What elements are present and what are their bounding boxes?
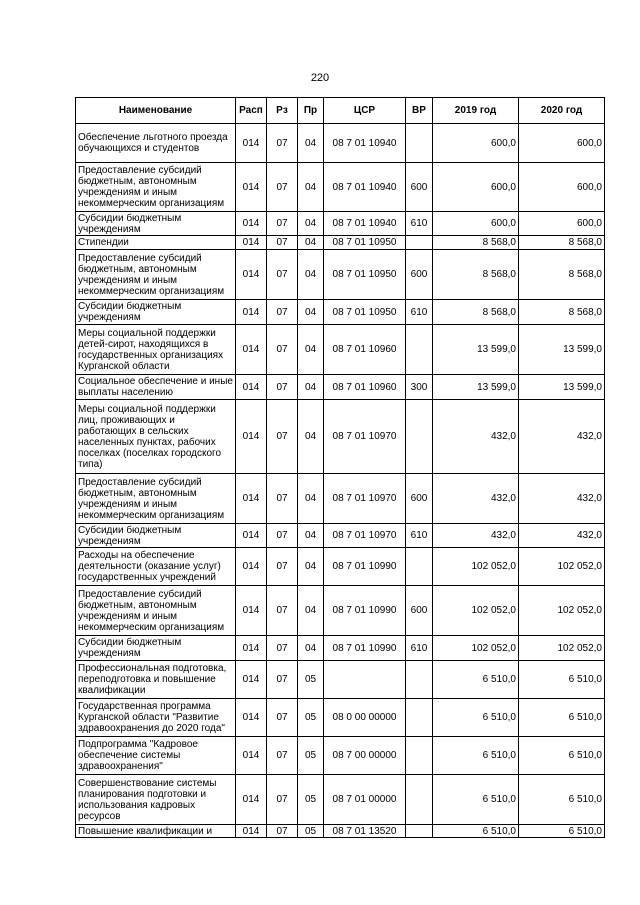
cell-csr <box>324 661 406 699</box>
cell-rasp: 014 <box>236 474 267 524</box>
cell-csr: 08 7 01 10940 <box>324 163 406 212</box>
table-row <box>76 474 605 524</box>
cell-name: Предоставление субсидий бюджетным, автономным учреждениям и иным некоммерческим организациям <box>76 586 236 636</box>
cell-pr: 05 <box>298 699 324 737</box>
cell-rz: 07 <box>267 300 298 325</box>
cell-2019: 600,0 <box>433 212 519 236</box>
cell-2020: 432,0 <box>519 524 605 548</box>
cell-rasp: 014 <box>236 250 267 300</box>
cell-csr: 08 7 01 10960 <box>324 375 406 400</box>
cell-vr <box>406 825 433 838</box>
cell-2019: 13 599,0 <box>433 325 519 375</box>
cell-2020: 8 568,0 <box>519 236 605 250</box>
cell-2019: 8 568,0 <box>433 236 519 250</box>
cell-rasp: 014 <box>236 586 267 636</box>
cell-pr: 04 <box>298 375 324 400</box>
cell-2019: 102 052,0 <box>433 586 519 636</box>
table-row <box>76 400 605 474</box>
cell-rasp: 014 <box>236 375 267 400</box>
cell-name: Стипендии <box>76 236 236 250</box>
table-row <box>76 586 605 636</box>
table-header-row <box>76 98 605 124</box>
cell-name: Меры социальной поддержки лиц, проживающих и работающих в сельских населенных пунктах, рабочих поселках (поселках городского типа) <box>76 400 236 474</box>
cell-name: Расходы на обеспечение деятельности (оказание услуг) государственных учреждений <box>76 548 236 586</box>
budget-table <box>75 97 605 838</box>
cell-csr: 08 7 01 10940 <box>324 212 406 236</box>
cell-2020: 102 052,0 <box>519 548 605 586</box>
cell-csr: 08 7 01 10990 <box>324 636 406 661</box>
cell-pr: 04 <box>298 124 324 163</box>
cell-rz: 07 <box>267 163 298 212</box>
cell-rasp: 014 <box>236 300 267 325</box>
table-row <box>76 699 605 737</box>
header-2020: 2020 год <box>519 98 605 124</box>
cell-csr: 08 7 01 10990 <box>324 586 406 636</box>
header-pr: Пр <box>298 98 324 124</box>
table-row <box>76 548 605 586</box>
cell-2019: 6 510,0 <box>433 699 519 737</box>
table-row <box>76 636 605 661</box>
cell-csr: 08 7 01 10990 <box>324 548 406 586</box>
cell-name: Субсидии бюджетным учреждениям <box>76 636 236 661</box>
cell-name: Повышение квалификации и <box>76 825 236 838</box>
cell-name: Субсидии бюджетным учреждениям <box>76 300 236 325</box>
cell-2019: 432,0 <box>433 474 519 524</box>
table-row <box>76 236 605 250</box>
cell-rasp: 014 <box>236 325 267 375</box>
table-row <box>76 124 605 163</box>
cell-2019: 600,0 <box>433 124 519 163</box>
cell-rz: 07 <box>267 236 298 250</box>
cell-rasp: 014 <box>236 737 267 775</box>
cell-csr: 08 7 01 10970 <box>324 400 406 474</box>
cell-2020: 432,0 <box>519 400 605 474</box>
table-row <box>76 737 605 775</box>
header-2019: 2019 год <box>433 98 519 124</box>
cell-name: Предоставление субсидий бюджетным, автономным учреждениям и иным некоммерческим организациям <box>76 250 236 300</box>
table-row <box>76 300 605 325</box>
cell-2019: 8 568,0 <box>433 300 519 325</box>
cell-2020: 13 599,0 <box>519 375 605 400</box>
cell-rz: 07 <box>267 737 298 775</box>
cell-2020: 600,0 <box>519 163 605 212</box>
cell-name: Государственная программа Курганской области "Развитие здравоохранения до 2020 года" <box>76 699 236 737</box>
cell-csr: 08 7 01 13520 <box>324 825 406 838</box>
header-vr: ВР <box>406 98 433 124</box>
cell-rasp: 014 <box>236 212 267 236</box>
cell-vr <box>406 661 433 699</box>
cell-2020: 6 510,0 <box>519 699 605 737</box>
cell-pr: 04 <box>298 250 324 300</box>
cell-vr: 600 <box>406 474 433 524</box>
cell-name: Предоставление субсидий бюджетным, автономным учреждениям и иным некоммерческим организациям <box>76 474 236 524</box>
cell-csr: 08 0 00 00000 <box>324 699 406 737</box>
cell-csr: 08 7 01 10960 <box>324 325 406 375</box>
cell-2020: 6 510,0 <box>519 737 605 775</box>
cell-2019: 432,0 <box>433 524 519 548</box>
cell-name: Субсидии бюджетным учреждениям <box>76 524 236 548</box>
cell-vr <box>406 400 433 474</box>
cell-2019: 600,0 <box>433 163 519 212</box>
cell-vr: 600 <box>406 250 433 300</box>
cell-rz: 07 <box>267 775 298 825</box>
cell-2019: 432,0 <box>433 400 519 474</box>
cell-2020: 8 568,0 <box>519 250 605 300</box>
cell-2019: 6 510,0 <box>433 825 519 838</box>
table-row <box>76 250 605 300</box>
cell-2020: 13 599,0 <box>519 325 605 375</box>
cell-rasp: 014 <box>236 548 267 586</box>
cell-2019: 6 510,0 <box>433 661 519 699</box>
cell-vr <box>406 737 433 775</box>
cell-vr: 600 <box>406 586 433 636</box>
cell-rz: 07 <box>267 212 298 236</box>
cell-vr: 300 <box>406 375 433 400</box>
cell-pr: 04 <box>298 212 324 236</box>
header-name: Наименование <box>76 98 236 124</box>
cell-name: Подпрограмма "Кадровое обеспечение системы здравоохранения" <box>76 737 236 775</box>
cell-rz: 07 <box>267 325 298 375</box>
cell-2019: 13 599,0 <box>433 375 519 400</box>
cell-rz: 07 <box>267 661 298 699</box>
table-row <box>76 163 605 212</box>
cell-pr: 04 <box>298 474 324 524</box>
cell-rz: 07 <box>267 825 298 838</box>
cell-pr: 04 <box>298 325 324 375</box>
cell-vr <box>406 124 433 163</box>
cell-2020: 600,0 <box>519 124 605 163</box>
cell-vr <box>406 236 433 250</box>
cell-pr: 04 <box>298 548 324 586</box>
cell-rz: 07 <box>267 548 298 586</box>
cell-vr <box>406 325 433 375</box>
cell-csr: 08 7 01 10940 <box>324 124 406 163</box>
cell-2020: 600,0 <box>519 212 605 236</box>
cell-name: Обеспечение льготного проезда обучающихся и студентов <box>76 124 236 163</box>
cell-rasp: 014 <box>236 236 267 250</box>
cell-pr: 04 <box>298 400 324 474</box>
cell-rz: 07 <box>267 124 298 163</box>
cell-2019: 8 568,0 <box>433 250 519 300</box>
cell-csr: 08 7 01 10970 <box>324 524 406 548</box>
cell-rz: 07 <box>267 400 298 474</box>
cell-2020: 6 510,0 <box>519 661 605 699</box>
cell-rasp: 014 <box>236 124 267 163</box>
cell-rz: 07 <box>267 699 298 737</box>
cell-vr <box>406 548 433 586</box>
table-row <box>76 524 605 548</box>
cell-2019: 102 052,0 <box>433 548 519 586</box>
cell-name: Предоставление субсидий бюджетным, автономным учреждениям и иным некоммерческим организациям <box>76 163 236 212</box>
table-row <box>76 375 605 400</box>
header-rasp: Расп <box>236 98 267 124</box>
header-rz: Рз <box>267 98 298 124</box>
cell-2020: 102 052,0 <box>519 636 605 661</box>
cell-name: Меры социальной поддержки детей-сирот, находящихся в государственных организациях Курганской области <box>76 325 236 375</box>
cell-rz: 07 <box>267 474 298 524</box>
cell-rz: 07 <box>267 636 298 661</box>
cell-pr: 05 <box>298 825 324 838</box>
header-csr: ЦСР <box>324 98 406 124</box>
cell-rz: 07 <box>267 586 298 636</box>
table-row <box>76 775 605 825</box>
cell-2019: 6 510,0 <box>433 737 519 775</box>
cell-name: Субсидии бюджетным учреждениям <box>76 212 236 236</box>
cell-rasp: 014 <box>236 636 267 661</box>
cell-rasp: 014 <box>236 524 267 548</box>
cell-rasp: 014 <box>236 825 267 838</box>
cell-2020: 432,0 <box>519 474 605 524</box>
cell-2020: 8 568,0 <box>519 300 605 325</box>
cell-name: Профессиональная подготовка, переподготовка и повышение квалификации <box>76 661 236 699</box>
cell-2020: 6 510,0 <box>519 775 605 825</box>
cell-vr: 600 <box>406 163 433 212</box>
cell-pr: 05 <box>298 661 324 699</box>
cell-rasp: 014 <box>236 400 267 474</box>
page-number: 220 <box>310 72 330 84</box>
table-row <box>76 661 605 699</box>
cell-csr: 08 7 01 10950 <box>324 250 406 300</box>
cell-pr: 04 <box>298 524 324 548</box>
cell-vr <box>406 775 433 825</box>
table-row <box>76 825 605 838</box>
cell-pr: 04 <box>298 636 324 661</box>
cell-vr: 610 <box>406 524 433 548</box>
cell-vr: 610 <box>406 300 433 325</box>
cell-csr: 08 7 01 00000 <box>324 775 406 825</box>
cell-pr: 04 <box>298 236 324 250</box>
cell-2020: 6 510,0 <box>519 825 605 838</box>
table-row <box>76 325 605 375</box>
cell-csr: 08 7 00 00000 <box>324 737 406 775</box>
cell-rz: 07 <box>267 250 298 300</box>
cell-rz: 07 <box>267 524 298 548</box>
cell-pr: 04 <box>298 163 324 212</box>
cell-csr: 08 7 01 10950 <box>324 300 406 325</box>
cell-csr: 08 7 01 10950 <box>324 236 406 250</box>
cell-2019: 102 052,0 <box>433 636 519 661</box>
table-body <box>76 124 605 838</box>
cell-rz: 07 <box>267 375 298 400</box>
cell-vr <box>406 699 433 737</box>
cell-rasp: 014 <box>236 163 267 212</box>
cell-pr: 05 <box>298 737 324 775</box>
cell-csr: 08 7 01 10970 <box>324 474 406 524</box>
cell-pr: 05 <box>298 775 324 825</box>
cell-2020: 102 052,0 <box>519 586 605 636</box>
cell-rasp: 014 <box>236 775 267 825</box>
cell-vr: 610 <box>406 212 433 236</box>
cell-rasp: 014 <box>236 661 267 699</box>
cell-name: Совершенствование системы планирования подготовки и использования кадровых ресурсов <box>76 775 236 825</box>
cell-pr: 04 <box>298 300 324 325</box>
cell-name: Социальное обеспечение и иные выплаты населению <box>76 375 236 400</box>
cell-2019: 6 510,0 <box>433 775 519 825</box>
cell-pr: 04 <box>298 586 324 636</box>
cell-vr: 610 <box>406 636 433 661</box>
cell-rasp: 014 <box>236 699 267 737</box>
table-row <box>76 212 605 236</box>
